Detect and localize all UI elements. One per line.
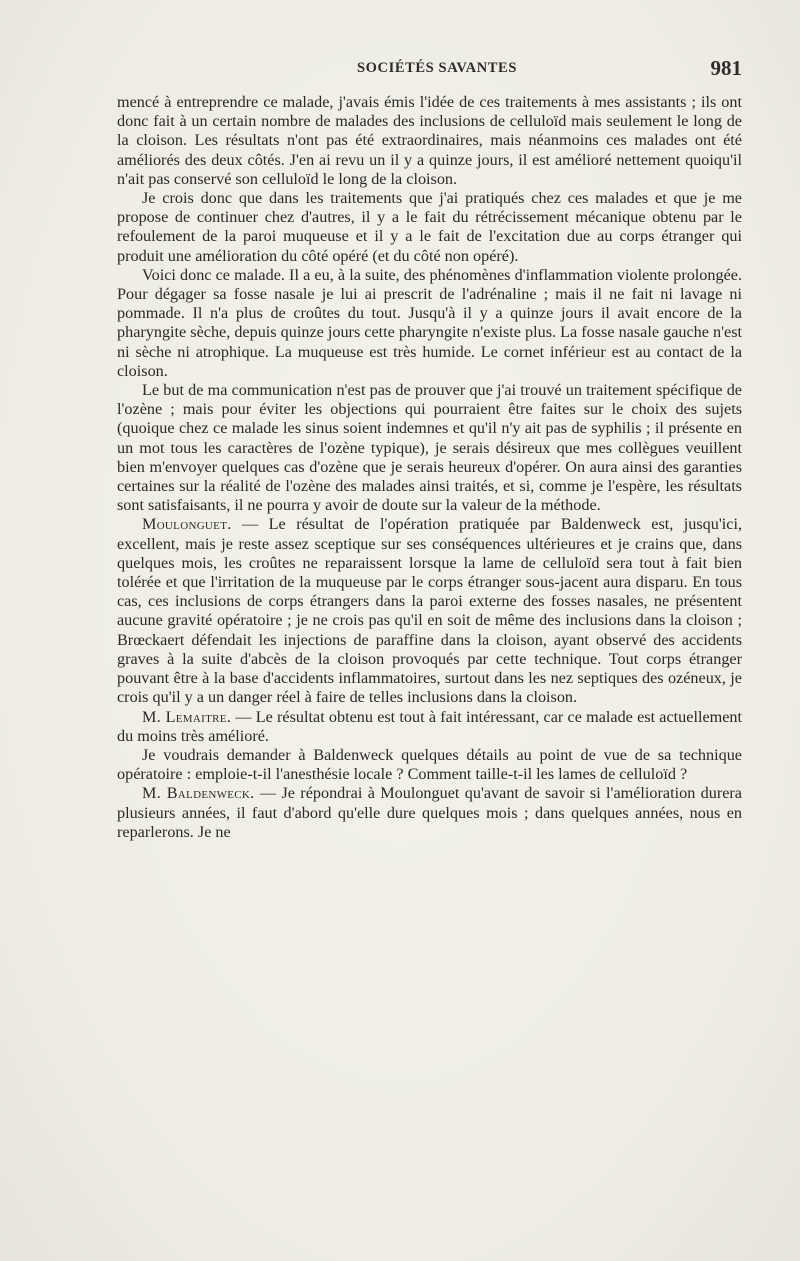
running-title: SOCIÉTÉS SAVANTES: [357, 60, 517, 76]
paragraph-text: Le but de ma communication n'est pas de prouver que j'ai trouvé un traitement spécifique de l'ozène ; mais pour éviter les objections qui pourraient être faites sur le choix des sujets (quoique chez ce malade les sinus soient indemnes et qu'il n'y ait pas de syphilis ; il présente en un mot tous les caractères de l'ozène typique), je serais désireux que mes collègues veuillent bien m'envoyer quelques cas d'ozène que je serais heureux d'opérer. On aura ainsi des garanties certaines sur la réalité de l'ozène des malades ainsi traités, et si, comme je l'espère, les résultats sont satisfaisants, il ne pourra y avoir de doute sur la valeur de la méthode.: [117, 381, 742, 515]
paragraph: [117, 266, 742, 381]
paragraph-text: Voici donc ce malade. Il a eu, à la suite, des phénomènes d'inflammation violente prolongée. Pour dégager sa fosse nasale je lui ai prescrit de l'adrénaline ; mais il ne fait ni lavage ni pommade. Il n'a plus de croûtes du tout. Jusqu'à il y a quinze jours il avait encore de la pharyngite sèche, depuis quinze jours cette pharyngite n'existe plus. La fosse nasale gauche n'est ni sèche ni atrophique. La muqueuse est très humide. Le cornet inférieur est au contact de la cloison.: [117, 265, 742, 380]
paragraph: [117, 93, 742, 189]
paragraph: [117, 515, 742, 707]
paragraph: [117, 189, 742, 266]
paragraph-text: — Le résultat obtenu est tout à fait intéressant, car ce malade est actuellement du moins très amélioré.: [117, 707, 742, 745]
speaker-name: M. Lemaitre.: [142, 707, 232, 726]
paragraph-text: Je crois donc que dans les traitements que j'ai pratiqués chez ces malades et que je me propose de continuer chez d'autres, il y a le fait du rétrécissement mécanique obtenu par le refoulement de la paroi muqueuse et il y a le fait de l'excitation due au corps étranger qui produit une amélioration du côté opéré (et du côté non opéré).: [117, 189, 742, 265]
paragraph-text: — Le résultat de l'opération pratiquée par Baldenweck est, jusqu'ici, excellent, mais je reste assez sceptique sur ses conséquences ultérieures et je crains que, dans quelques mois, les croûtes ne reparaissent lorsque la lame de celluloïd sera tout à fait bien tolérée et que l'irritation de la muqueuse par le corps étranger sous-jacent aura disparu. En tous cas, ces inclusions de corps étrangers dans la paroi externe des fosses nasales, ne présentent aucune gravité opératoire ; je ne crois pas qu'il en soit de même des inclusions dans la cloison ; Brœckaert défendait les injections de paraffine dans la cloison, ayant observé des accidents graves à la suite d'abcès de la cloison provoqués par cette technique. Tout corps étranger pouvant être à la base d'accidents inflammatoires, surtout dans les nez septiques des ozéneux, je crois qu'il y a un danger réel à faire de telles inclusions dans la cloison.: [117, 515, 742, 707]
paragraph: [117, 381, 742, 515]
speaker-name: M. Baldenweck.: [142, 784, 255, 803]
page-header: [117, 56, 742, 82]
paragraph: [117, 784, 742, 842]
paragraph-text: Je voudrais demander à Baldenweck quelques détails au point de vue de sa technique opératoire : emploie-t-il l'anesthésie locale ? Comment taille-t-il les lames de celluloïd ?: [117, 745, 742, 784]
paragraph: [117, 708, 742, 746]
page-number: 981: [710, 56, 742, 80]
speaker-name: Moulonguet.: [142, 515, 232, 534]
body-text: [117, 93, 742, 842]
paragraph-text: mencé à entreprendre ce malade, j'avais émis l'idée de ces traitements à mes assistants ; ils ont donc fait à un certain nombre de malades des inclusions de celluloïd mais seulement le long de la cloison. Les résultats n'ont pas été extraordinaires, mais néanmoins ces malades ont été améliorés des deux côtés. J'en ai revu un il y a quinze jours, il est amélioré nettement quoiqu'il n'ait pas conservé son celluloïd le long de la cloison.: [117, 93, 742, 188]
paragraph-text: — Je répondrai à Moulonguet qu'avant de savoir si l'amélioration durera plusieurs années, il faut d'abord qu'elle dure quelques mois ; dans quelques années, nous en reparlerons. Je ne: [117, 784, 742, 841]
paragraph: [117, 746, 742, 784]
